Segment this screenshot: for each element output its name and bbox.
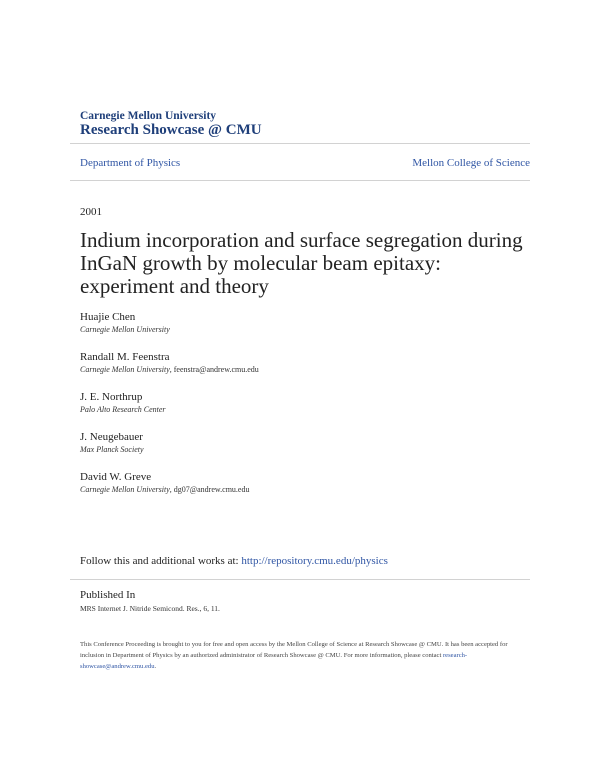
author-entry: [80, 310, 540, 336]
author-affiliation-line: [80, 444, 540, 456]
divider-top: [70, 143, 530, 144]
author-affiliation-line: [80, 364, 540, 376]
paper-title: Indium incorporation and surface segregation during InGaN growth by molecular beam epitaxy: experiment and theory: [80, 228, 523, 298]
access-notice: [80, 639, 525, 672]
author-affiliation: Carnegie Mellon University: [80, 485, 170, 494]
author-entry: [80, 390, 540, 416]
author-entry: [80, 350, 540, 376]
author-affiliation-line: [80, 404, 540, 416]
published-in-heading: Published In: [80, 589, 136, 601]
divider-published: [70, 579, 530, 580]
divider-bottom: [70, 180, 530, 181]
author-name: Randall M. Feenstra: [80, 351, 170, 363]
university-name: Carnegie Mellon University: [80, 110, 217, 122]
department-link[interactable]: Department of Physics: [80, 157, 181, 169]
notice-end: .: [154, 663, 157, 670]
author-affiliation-line: [80, 324, 540, 336]
author-email: , feenstra@andrew.cmu.edu: [169, 365, 259, 374]
author-affiliation: Carnegie Mellon University: [80, 325, 170, 334]
contact-email-link[interactable]: research-showcase@andrew.cmu.edu: [80, 652, 468, 670]
author-entry: [80, 430, 540, 456]
publication-year: 2001: [80, 206, 102, 218]
follow-line: [80, 555, 388, 567]
author-affiliation: Max Planck Society: [80, 445, 144, 454]
author-list: [80, 310, 540, 510]
author-name: J. Neugebauer: [80, 431, 143, 443]
author-name: Huajie Chen: [80, 311, 136, 323]
follow-text: Follow this and additional works at:: [80, 555, 242, 567]
author-email: , dg07@andrew.cmu.edu: [169, 485, 250, 494]
author-affiliation-line: [80, 484, 540, 496]
author-name: David W. Greve: [80, 471, 152, 483]
author-affiliation: Carnegie Mellon University: [80, 365, 170, 374]
showcase-title[interactable]: Research Showcase @ CMU: [80, 122, 262, 138]
repository-link[interactable]: http://repository.cmu.edu/physics: [241, 555, 388, 567]
author-affiliation: Palo Alto Research Center: [80, 405, 166, 414]
notice-text: This Conference Proceeding is brought to you for free and open access by the Mellon College of Science at Research Showcase @ CMU. It has been accepted for inclusion in Department of Physics by an authorized administrator of Research Showcase @ CMU. For more information, please contact: [80, 641, 508, 659]
college-link[interactable]: Mellon College of Science: [412, 157, 530, 169]
author-entry: [80, 470, 540, 496]
author-name: J. E. Northrup: [80, 391, 143, 403]
published-citation: MRS Internet J. Nitride Semicond. Res., 6, 11.: [80, 604, 220, 613]
